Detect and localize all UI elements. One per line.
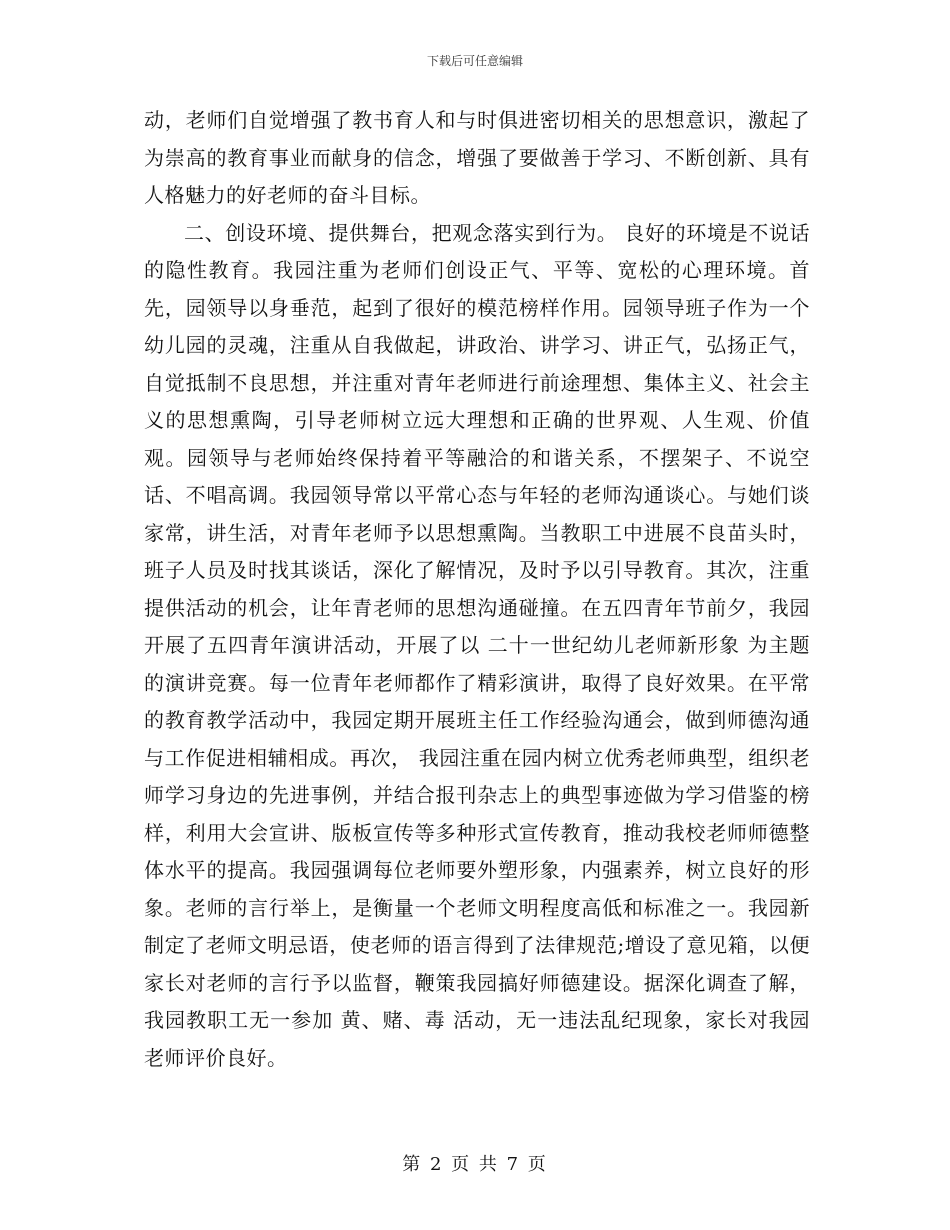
page-number: 第 2 页 共 7 页 (402, 1154, 548, 1175)
paragraph-continuation: 动，老师们自觉增强了教书育人和与时俱进密切相关的思想意识，激起了为崇高的教育事业而献身的信念，增强了要做善于学习、不断创新、具有人格魅力的好老师的奋斗目标。 (144, 108, 810, 207)
page-header-note: 下载后可任意编辑 (426, 54, 523, 68)
document-body (144, 102, 810, 1077)
paragraph-section-two: 二、创设环境、提供舞台，把观念落实到行为。 良好的环境是不说话的隐性教育。我园注重为老师们创设正气、平等、宽松的心理环境。首先，园领导以身垂范，起到了很好的模范榜样作用。园领导班子作为一个幼儿园的灵魂，注重从自我做起，讲政治、讲学习、讲正气，弘扬正气，自觉抵制不良思想，并注重对青年老师进行前途理想、集体主义、社会主义的思想熏陶，引导老师树立远大理想和正确的世界观、人生观、价值观。园领导与老师始终保持着平等融洽的和谐关系，不摆架子、不说空话、不唱高调。我园领导常以平常心态与年轻的老师沟通谈心。与她们谈家常，讲生活，对青年老师予以思想熏陶。当教职工中进展不良苗头时，班子人员及时找其谈话，深化了解情况，及时予以引导教育。其次，注重提供活动的机会，让年青老师的思想沟通碰撞。在五四青年节前夕，我园开展了五四青年演讲活动，开展了以 二十一世纪幼儿老师新形象 为主题的演讲竞赛。每一位青年老师都作了精彩演讲，取得了良好效果。在平常的教育教学活动中，我园定期开展班主任工作经验沟通会，做到师德沟通与工作促进相辅相成。再次， 我园注重在园内树立优秀老师典型，组织老师学习身边的先进事例，并结合报刊杂志上的典型事迹做为学习借鉴的榜样，利用大会宣讲、版板宣传等多种形式宣传教育，推动我校老师师德整体水平的提高。我园强调每位老师要外塑形象，内强素养，树立良好的形象。老师的言行举上，是衡量一个老师文明程度高低和标准之一。我园新制定了老师文明忌语，使老师的语言得到了法律规范;增设了意见箱，以便家长对老师的言行予以监督，鞭策我园搞好师德建设。据深化调查了解，我园教职工无一参加 黄、赌、毒 活动，无一违法乱纪现象，家长对我园老师评价良好。 (144, 220, 810, 1070)
